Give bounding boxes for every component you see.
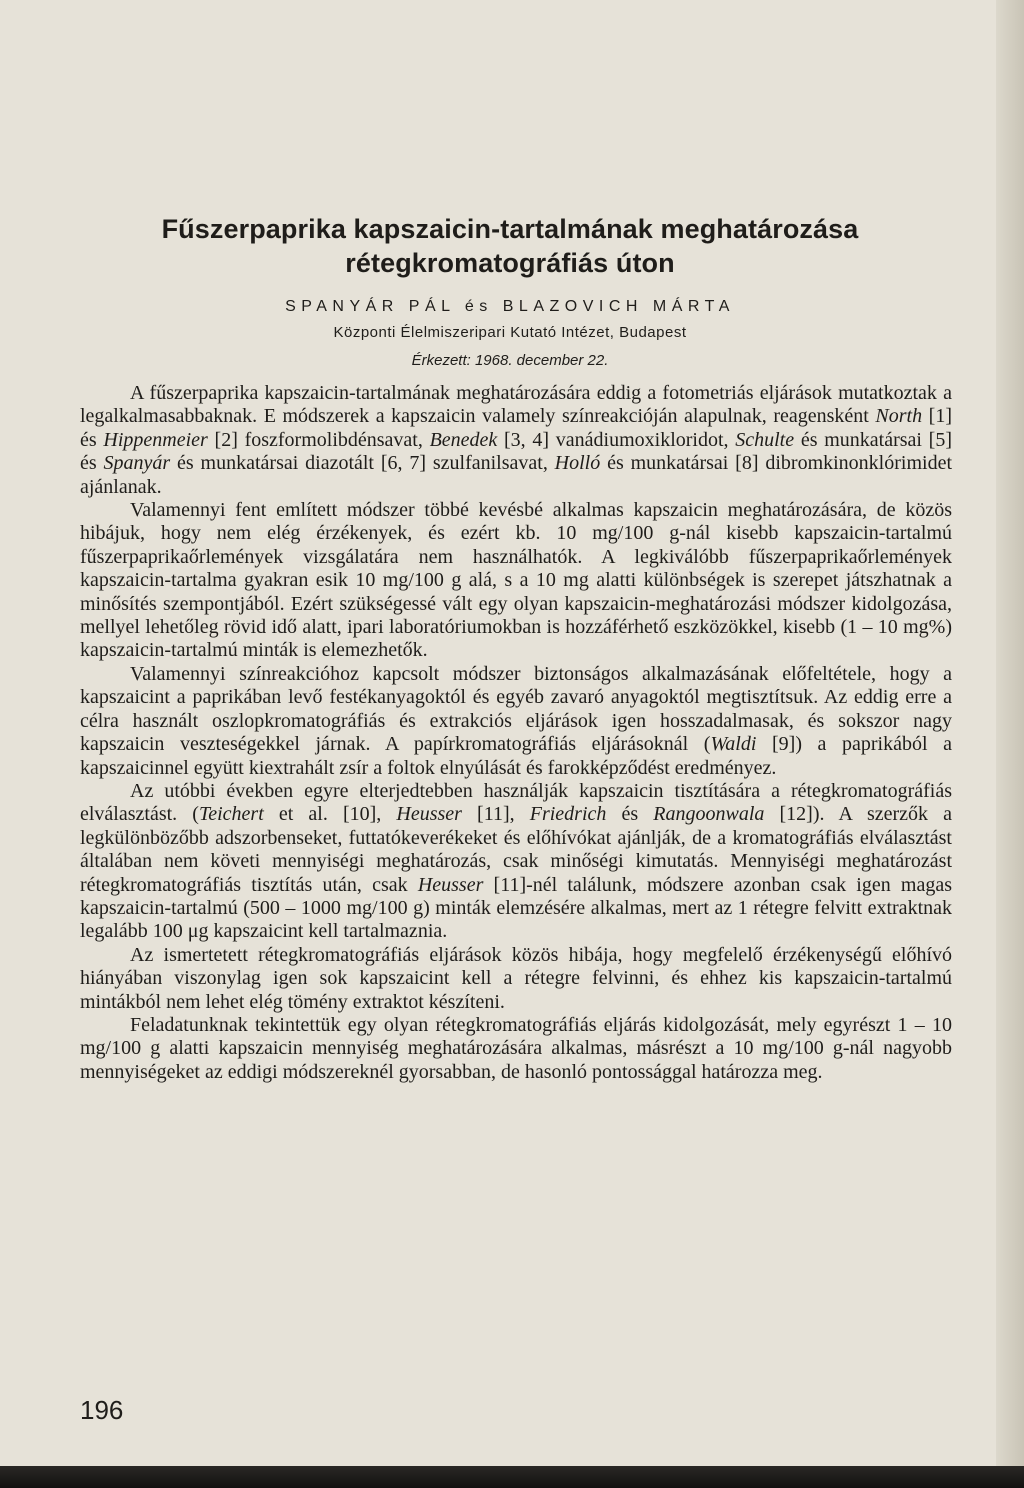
text-run: Valamennyi színreakcióhoz kapcsolt módszer biztonságos alkalmazásának előfeltétele, hogy a kapszaicint a paprikában levő festékanyagoktól és egyéb zavaró anyagoktól megtisztítsuk. Az eddig erre a célra használt oszlopkromatográfiás és extrakciós eljárások igen hosszadalmasak, és sokszor nagy kapszaicin veszteségekkel járnak. A papírkromatográfiás eljárásoknál ( (80, 662, 952, 756)
text-run: et al. [10], (263, 803, 397, 826)
received-date: Érkezett: 1968. december 22. (411, 352, 609, 369)
cited-author: Schulte (735, 428, 795, 451)
page-number: 196 (80, 1395, 124, 1425)
text-run: [11]-nél találunk, módszere azonban csak igen magas kapszaicin-tartalmú (500 – 1000 mg/100 g) minták elemzésére alkalmas, mert az 1 rétegre felvitt extraktnak legalább 100 μg kapszaicint kell tartalmaznia. (80, 873, 953, 943)
article-body (80, 382, 952, 1084)
cited-author: North (875, 405, 923, 428)
paragraph (80, 382, 952, 499)
paragraph (80, 944, 952, 1014)
text-run: [3, 4] vanádiumoxikloridot, (497, 428, 736, 451)
text-run: Az utóbbi években egyre elterjedtebben használják kapszaicin tisztítására a rétegkromatográfiás elválasztást. ( (80, 779, 952, 826)
text-run: [11], (461, 803, 530, 826)
text-run: Az ismertetett rétegkromatográfiás eljárások közös hibája, hogy megfelelő érzékenységű előhívó hiányában viszonylag igen sok kapszaicint kell a rétegre felvinni, és ehhez kis kapszaicin-tartalmú mintákból nem lehet elég tömény extraktot készíteni. (80, 943, 952, 1013)
cited-author: Holló (554, 452, 601, 475)
text-run: [1] és (80, 405, 952, 451)
cited-author: Heusser (396, 803, 462, 826)
title-line-1: Fűszerpaprika kapszaicin-tartalmának meghatározása (161, 214, 859, 244)
text-run: és munkatársai [5] és (80, 428, 952, 475)
text-run: Feladatunknak tekintettük egy olyan rétegkromatográfiás eljárás kidolgozását, mely egyrészt 1 – 10 mg/100 g alatti kapszaicin mennyiség meghatározására alkalmas, másrészt a 10 mg/100 g-nál nagyobb mennyiségeket az eddigi módszereknél gyorsabban, de hasonló pontossággal határozza meg. (80, 1013, 952, 1083)
text-run: [12]). A szerzők a legkülönbözőbb adszorbenseket, futtatókeverékeket és előhívókat ajánlják, de a kromatográfiás elválasztást általában nem követi mennyiségi meghatározás, csak minőségi kimutatás. Mennyiségi meghatározást rétegkromatográfiás tisztítás után, csak (80, 803, 953, 896)
cited-author: Teichert (198, 803, 264, 826)
article-title (80, 212, 940, 280)
page-edge (996, 0, 1024, 1488)
text-run: Valamennyi fent említett módszer többé kevésbé alkalmas kapszaicin meghatározására, de közös hibájuk, hogy nem elég érzékenyek, és ezért kb. 10 mg/100 g-nál kisebb kapszaicin-tartalmú fűszerpaprikaőrlemények vizsgálatára nem használhatók. A legkiválóbb fűszerpaprikaőrlemények kapszaicin-tartalma gyakran esik 10 mg/100 g alá, s a 10 mg alatti különbségek is szerepet játszhatnak a minősítés szempontjából. Ezért szükségessé vált egy olyan kapszaicin-meghatározási módszer kidolgozása, mellyel lehetőleg rövid idő alatt, ipari laboratóriumokban is hozzáférhető eszközökkel, kisebb (1 – 10 mg%) kapszaicin-tartalmú minták is elemezhetők. (80, 499, 952, 662)
paragraph (80, 780, 952, 944)
cited-author: Waldi (710, 733, 757, 756)
title-line-2: rétegkromatográfiás úton (345, 248, 675, 278)
cited-author: Spanyár (103, 452, 171, 475)
paragraph (80, 499, 952, 663)
text-run: és munkatársai [8] dibromkinonklórimidet ajánlanak. (80, 452, 952, 498)
cited-author: Friedrich (529, 803, 607, 826)
institute: Központi Élelmiszeripari Kutató Intézet, Budapest (333, 324, 687, 341)
cited-author: Heusser (417, 873, 484, 896)
text-run: [2] foszformolibdénsavat, (207, 428, 430, 451)
text-run: és (606, 803, 654, 826)
text-run: A fűszerpaprika kapszaicin-tartalmának meghatározására eddig a fotometriás eljárások mutatkoztak a legalkalmasabbaknak. E módszerek a kapszaicin valamely színreakcióján alapulnak, reagensként (80, 382, 952, 428)
cited-author: Benedek (429, 428, 498, 451)
text-run: [9]) a paprikából a kapszaicinnel együtt kiextrahált zsír a foltok elnyúlását és farokképződést eredményez. (80, 733, 953, 779)
text-run: és munkatársai diazotált [6, 7] szulfanilsavat, (170, 452, 555, 475)
cited-author: Hippenmeier (103, 428, 208, 451)
authors: SPANYÁR PÁL és BLAZOVICH MÁRTA (285, 298, 735, 315)
paragraph (80, 663, 952, 780)
paragraph (80, 1014, 952, 1084)
bottom-edge (0, 1466, 1024, 1488)
cited-author: Rangoonwala (653, 803, 765, 826)
